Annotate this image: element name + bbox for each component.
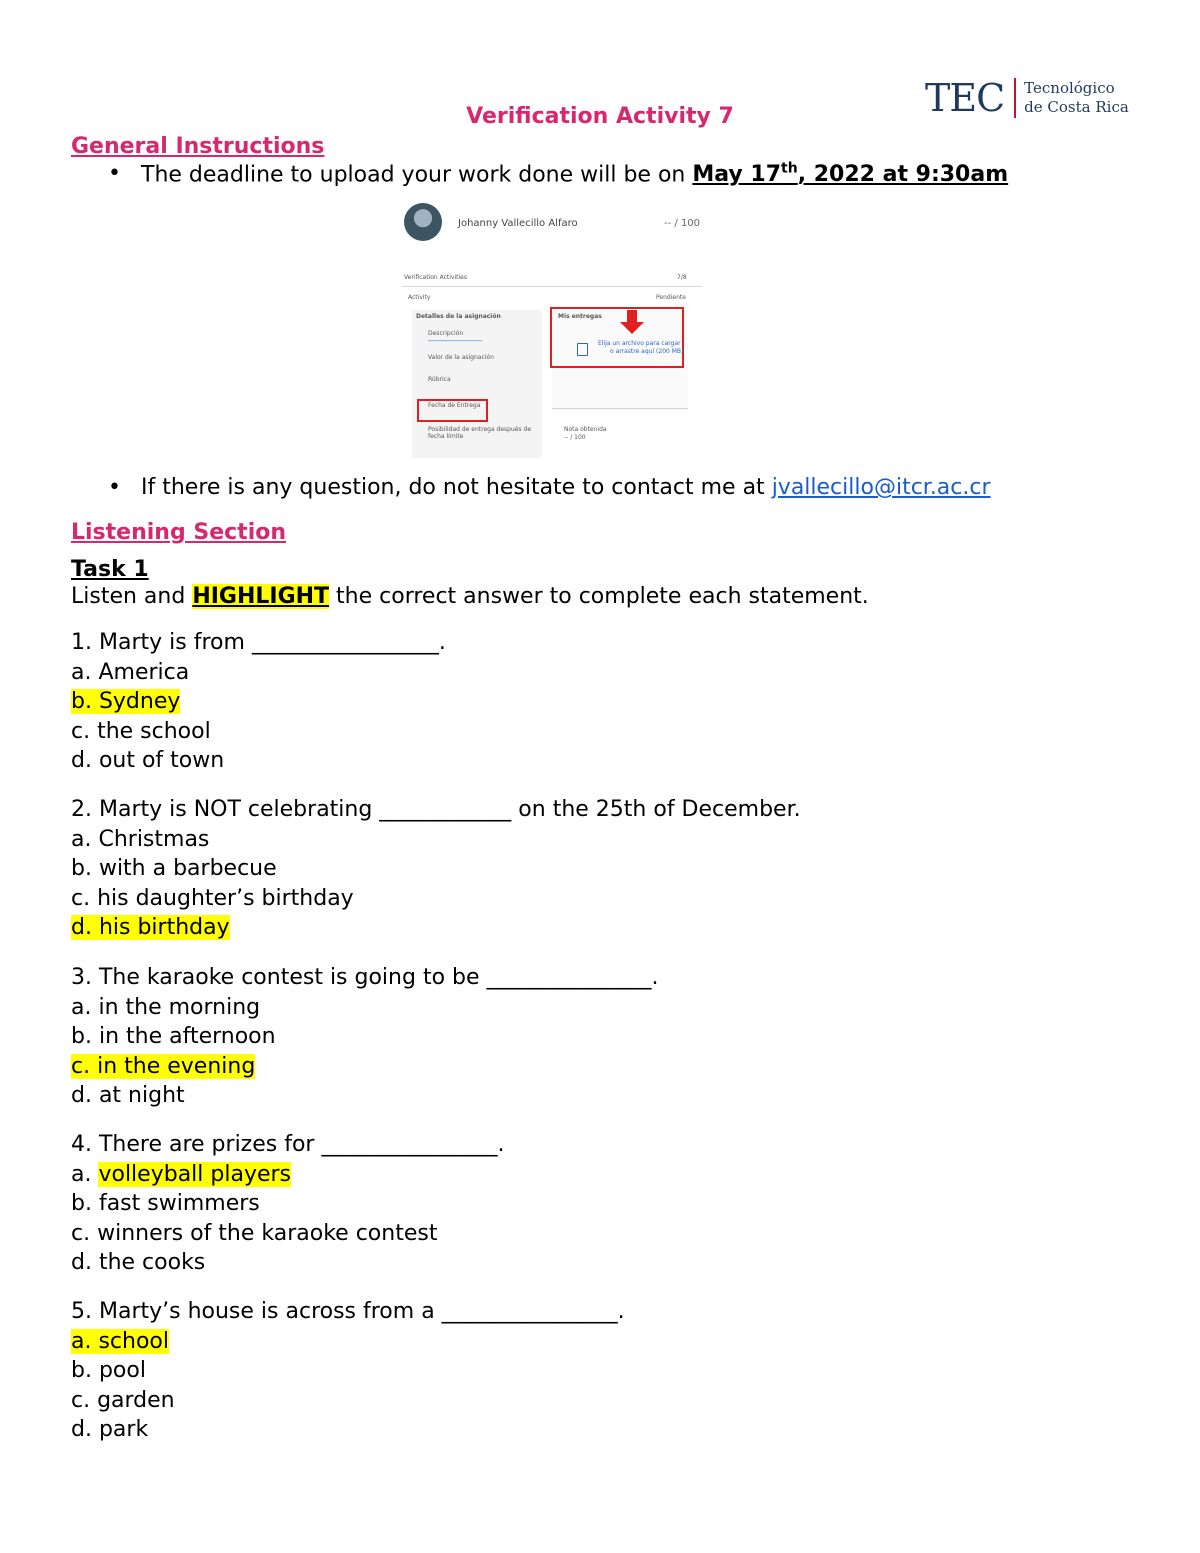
submission-screenshot	[402, 200, 702, 460]
answer-option: d. the cooks	[71, 1250, 206, 1276]
question-stem: 1. Marty is from _________________.	[71, 630, 446, 655]
upload-highlight-box	[550, 307, 684, 368]
logo-line-1: Tecnológico	[1024, 79, 1115, 97]
divider	[402, 286, 702, 287]
highlighted-answer: d. his birthday	[71, 915, 230, 941]
answer-option: b. pool	[71, 1358, 146, 1384]
answer-option: c. the school	[71, 718, 211, 744]
arrow-head-icon	[620, 322, 644, 334]
answer-option: b. in the afternoon	[71, 1024, 276, 1050]
answer-option: a. America	[71, 659, 190, 685]
avatar	[404, 203, 442, 241]
detail-label-1: Valor de la asignación	[428, 354, 494, 361]
page-title: Verification Activity 7	[466, 104, 734, 129]
bullet-icon: •	[108, 161, 121, 186]
grade-label: Nota obtenida	[564, 426, 607, 433]
general-instructions-heading: General Instructions	[71, 134, 325, 159]
question-2	[71, 795, 801, 943]
due-date-highlight-box	[417, 399, 488, 422]
highlighted-answer: b. Sydney	[71, 689, 181, 715]
question-stem: 2. Marty is NOT celebrating ____________ on the 25th of December.	[71, 797, 801, 822]
detail-label-0: Descripción	[428, 330, 464, 337]
highlight-keyword: HIGHLIGHT	[192, 584, 330, 609]
section-name: Verification Activities	[404, 274, 467, 281]
answer-option: d. park	[71, 1417, 149, 1443]
details-header: Detalles de la asignación	[416, 313, 501, 320]
question-5	[71, 1297, 625, 1445]
submissions-header: Mis entregas	[558, 313, 602, 320]
answer-option: b. with a barbecue	[71, 856, 277, 882]
answer-option: b. fast swimmers	[71, 1191, 260, 1217]
student-score: -- / 100	[664, 218, 701, 229]
detail-value-0: ───────────────	[428, 338, 483, 345]
logo-line-2: de Costa Rica	[1024, 98, 1129, 116]
question-stem: 4. There are prizes for ________________.	[71, 1132, 505, 1157]
student-name: Johanny Vallecillo Alfaro	[458, 218, 578, 229]
section-counter: 7/8	[677, 274, 687, 281]
question-stem: 3. The karaoke contest is going to be _______________.	[71, 965, 659, 990]
answer-option	[71, 1327, 625, 1357]
question-stem: 5. Marty’s house is across from a ________________.	[71, 1299, 625, 1324]
question-1	[71, 628, 446, 776]
detail-label-2: Rúbrica	[428, 376, 451, 383]
logo-acronym: TEC	[925, 76, 1005, 120]
activity-label: Activity	[408, 294, 431, 301]
question-4	[71, 1130, 504, 1278]
status-label: Pendiente	[656, 294, 686, 301]
contact-email-link[interactable]: jvallecillo@itcr.ac.cr	[771, 475, 991, 500]
answer-option	[71, 687, 446, 717]
highlighted-answer: c. in the evening	[71, 1053, 256, 1079]
contact-prefix: If there is any question, do not hesitate to contact me at	[141, 475, 772, 500]
bullet-icon: •	[108, 475, 121, 500]
contact-text	[141, 475, 991, 500]
detail-label-3: Fecha de Entrega	[428, 402, 481, 409]
highlighted-answer: a. school	[71, 1328, 170, 1354]
deadline-date: May 17th, 2022 at 9:30am	[692, 161, 1009, 188]
answer-option: a. Christmas	[71, 826, 210, 852]
deadline-prefix: The deadline to upload your work done will be on	[141, 162, 693, 188]
task-instructions: Listen and HIGHLIGHT the correct answer to complete each statement.	[71, 584, 869, 609]
question-3	[71, 963, 659, 1111]
answer-option	[71, 913, 801, 943]
answer-option: d. out of town	[71, 748, 225, 774]
file-upload-icon	[577, 343, 588, 356]
detail-label-4: Posibilidad de entrega después de fecha límite	[428, 426, 532, 440]
answer-option: a. in the morning	[71, 994, 261, 1020]
answer-option: c. winners of the karaoke contest	[71, 1220, 438, 1246]
upload-text: Elija un archivo para cargar	[598, 340, 681, 347]
answer-option: c. garden	[71, 1387, 175, 1413]
deadline-text	[141, 161, 1008, 187]
highlighted-answer: volleyball players	[98, 1161, 292, 1187]
grade-value: -- / 100	[564, 434, 586, 441]
answer-option: a. volleyball players	[71, 1161, 292, 1187]
listening-section-heading: Listening Section	[71, 520, 287, 545]
answer-option: d. at night	[71, 1083, 185, 1109]
arrow-icon	[627, 310, 637, 322]
answer-option: c. his daughter’s birthday	[71, 885, 354, 911]
answer-option	[71, 1052, 659, 1082]
task-heading: Task 1	[71, 557, 149, 582]
upload-size: o arrastre aquí (200 MB)	[610, 348, 684, 355]
divider	[552, 408, 688, 409]
